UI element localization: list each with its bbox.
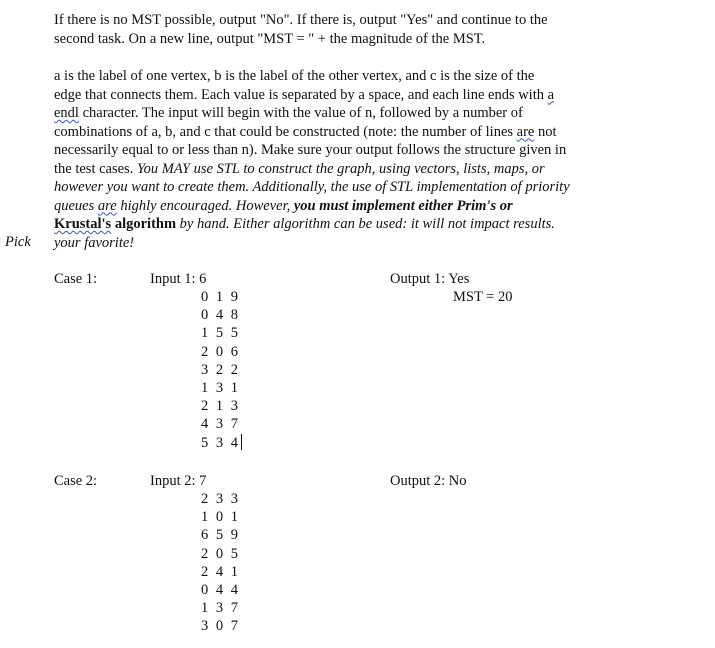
text-segment: highly encouraged. However, — [116, 197, 294, 214]
input-line: 1 3 1 — [201, 380, 240, 397]
pick-label: Pick — [5, 234, 31, 250]
case-2-input-header: Input 2: 7 — [150, 473, 207, 489]
input-line: 0 1 9 — [201, 289, 240, 305]
text-line: however you want to create them. Additionally, the use of STL implementation of priority — [54, 179, 570, 195]
text-segment: combinations of a, b, and c that could be constructed (note: the number of lines — [54, 123, 517, 140]
case-1-input-lines — [201, 288, 242, 452]
text-segment: queues — [54, 197, 98, 214]
spellcheck-word: a — [547, 86, 555, 103]
input-line: 2 0 6 — [201, 343, 240, 360]
case-2-input-lines — [201, 490, 240, 636]
text-segment: the test cases. — [54, 160, 137, 177]
text-line: a is the label of one vertex, b is the label of the other vertex, and c is the size of the — [54, 68, 535, 84]
spellcheck-word: are — [516, 123, 535, 140]
text-line: If there is no MST possible, output "No". If there is, output "Yes" and continue to the — [54, 12, 548, 28]
input-line: 2 4 1 — [201, 563, 240, 580]
spellcheck-word: Krustal's — [54, 216, 112, 232]
input-line: 0 4 4 — [201, 582, 240, 599]
input-line: 3 2 2 — [201, 361, 240, 378]
text-line: your favorite! — [54, 234, 135, 251]
input-line: 2 0 5 — [201, 545, 240, 562]
case-2-output-label: Output 2: No — [390, 473, 467, 489]
text-line — [54, 160, 634, 179]
case-1-input-header: Input 1: 6 — [150, 271, 207, 287]
input-line: 1 0 1 — [201, 509, 240, 526]
input-line: 1 3 7 — [201, 600, 240, 617]
input-line: 3 0 7 — [201, 618, 240, 635]
input-line: 2 3 3 — [201, 491, 240, 507]
instructions-paragraph — [54, 67, 634, 252]
text-line — [54, 197, 634, 216]
input-line-text: 5 3 4 — [201, 434, 240, 451]
text-line: necessarily equal to or less than n). Make sure your output follows the structure given in — [54, 142, 567, 158]
input-line-with-cursor[interactable] — [201, 434, 242, 452]
case-2-label: Case 2: — [54, 473, 98, 489]
italic-text: You MAY use STL to construct the graph, using vectors, lists, maps, or — [136, 160, 545, 177]
intro-paragraph — [54, 11, 634, 48]
text-line — [54, 86, 634, 105]
text-line — [54, 104, 634, 123]
text-segment: character. The input will begin with the value of n, followed by a number of — [78, 105, 523, 121]
case-1-output-label: Output 1: Yes — [390, 271, 470, 287]
input-line: 0 4 8 — [201, 307, 240, 324]
input-line: 2 1 3 — [201, 398, 240, 415]
italic-text: by hand. Either algorithm can be used: it will not impact results. — [176, 216, 555, 232]
input-line: 4 3 7 — [201, 416, 240, 433]
spellcheck-word: are — [97, 197, 117, 214]
input-line: 1 5 5 — [201, 325, 240, 342]
text-line: second task. On a new line, output "MST = " + the magnitude of the MST. — [54, 30, 486, 47]
text-segment: not — [534, 123, 557, 140]
spellcheck-word: endl — [54, 105, 79, 121]
text-line — [54, 215, 634, 234]
text-cursor — [241, 434, 242, 450]
case-1-mst-value: MST = 20 — [453, 289, 513, 305]
case-1-label: Case 1: — [54, 271, 98, 287]
bold-text: algorithm — [111, 216, 177, 232]
text-line — [54, 123, 634, 142]
bold-text: you must implement either Prim's or — [293, 197, 513, 214]
text-segment: edge that connects them. Each value is separated by a space, and each line ends with — [54, 86, 548, 103]
input-line: 6 5 9 — [201, 527, 240, 544]
